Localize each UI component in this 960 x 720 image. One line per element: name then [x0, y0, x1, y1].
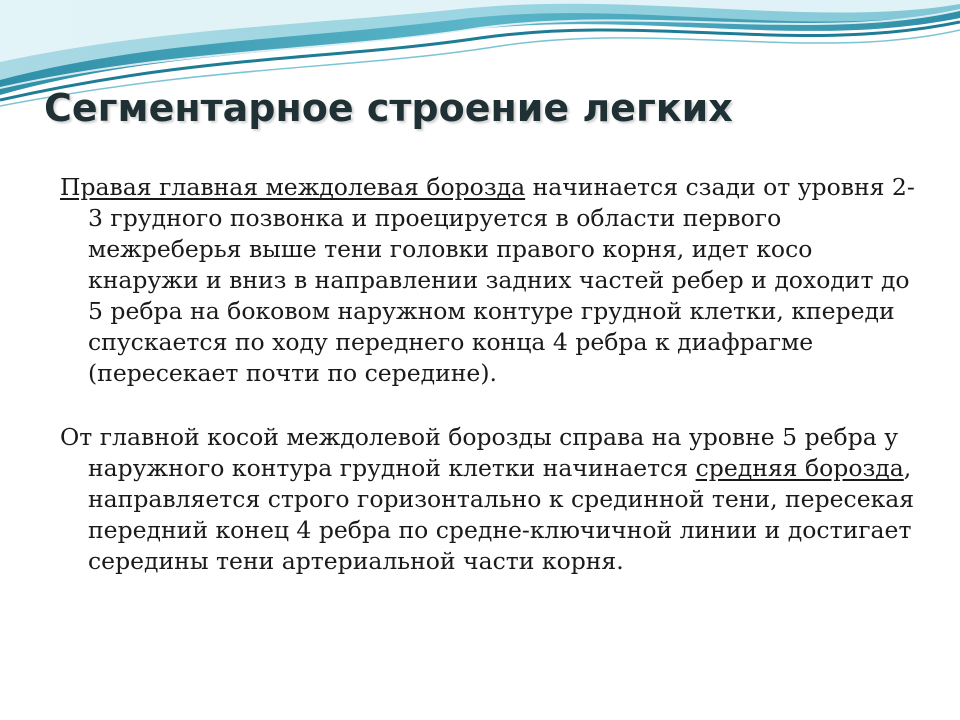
slide-title: Сегментарное строение легких — [44, 86, 733, 130]
paragraph-text: , направляется строго горизонтально к срединной тени, пересекая передний конец 4 ребра по средне-ключичной линии и достигает середины тени артериальной части корня. — [88, 454, 915, 575]
paragraph-text: начинается сзади от уровня 2-3 грудного позвонка и проецируется в области первого межреберья выше тени головки правого корня, идет косо кнаружи и вниз в направлении задних частей ребер и доходит до 5 ребра на боковом наружном контуре грудной клетки, кпереди спускается по ходу переднего конца 4 ребра к диафрагме (пересекает почти по середине). — [88, 173, 915, 387]
paragraph-text: От главной косой междолевой борозды справа на уровне 5 ребра у наружного контура грудной клетки начинается — [60, 423, 899, 482]
paragraph-right-main-fissure — [60, 172, 920, 389]
paragraph-middle-fissure — [60, 422, 920, 577]
slide-body — [60, 172, 920, 610]
underlined-term: Правая главная междолевая борозда — [60, 173, 526, 201]
underlined-term: средняя борозда — [695, 454, 904, 482]
